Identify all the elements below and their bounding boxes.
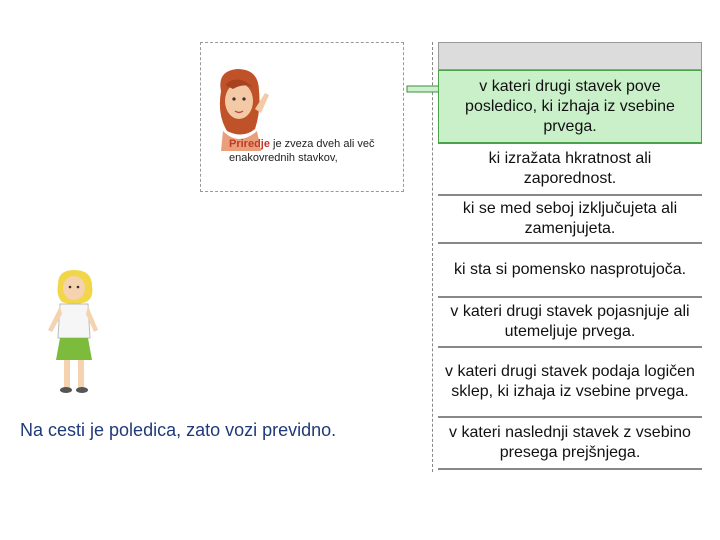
option-5[interactable]: v kateri drugi stavek pojasnjuje ali utemeljuje prvega. [438,298,702,348]
girl-illustration [28,268,118,398]
option-3[interactable]: ki se med seboj izključujeta ali zamenjujeta. [438,196,702,244]
example-sentence: Na cesti je poledica, zato vozi previdno. [20,420,337,440]
panel-header [438,42,702,70]
definition-body: je zveza dveh ali več enakovrednih stavkov, [229,138,375,164]
definition-keyword: Priredje [229,138,270,150]
definition-text [229,137,399,165]
option-6[interactable]: v kateri drugi stavek podaja logičen sklep, ki izhaja iz vsebine prvega. [438,348,702,418]
option-4[interactable]: ki sta si pomensko nasprotujoča. [438,244,702,298]
option-2[interactable]: ki izražata hkratnost ali zaporednost. [438,144,702,196]
definition-card [200,42,404,192]
divider [432,42,433,472]
answer-panel [438,42,702,470]
option-1[interactable]: v kateri drugi stavek pove posledico, ki izhaja iz vsebine prvega. [438,70,702,144]
option-7[interactable]: v kateri naslednji stavek z vsebino presega prejšnjega. [438,418,702,470]
